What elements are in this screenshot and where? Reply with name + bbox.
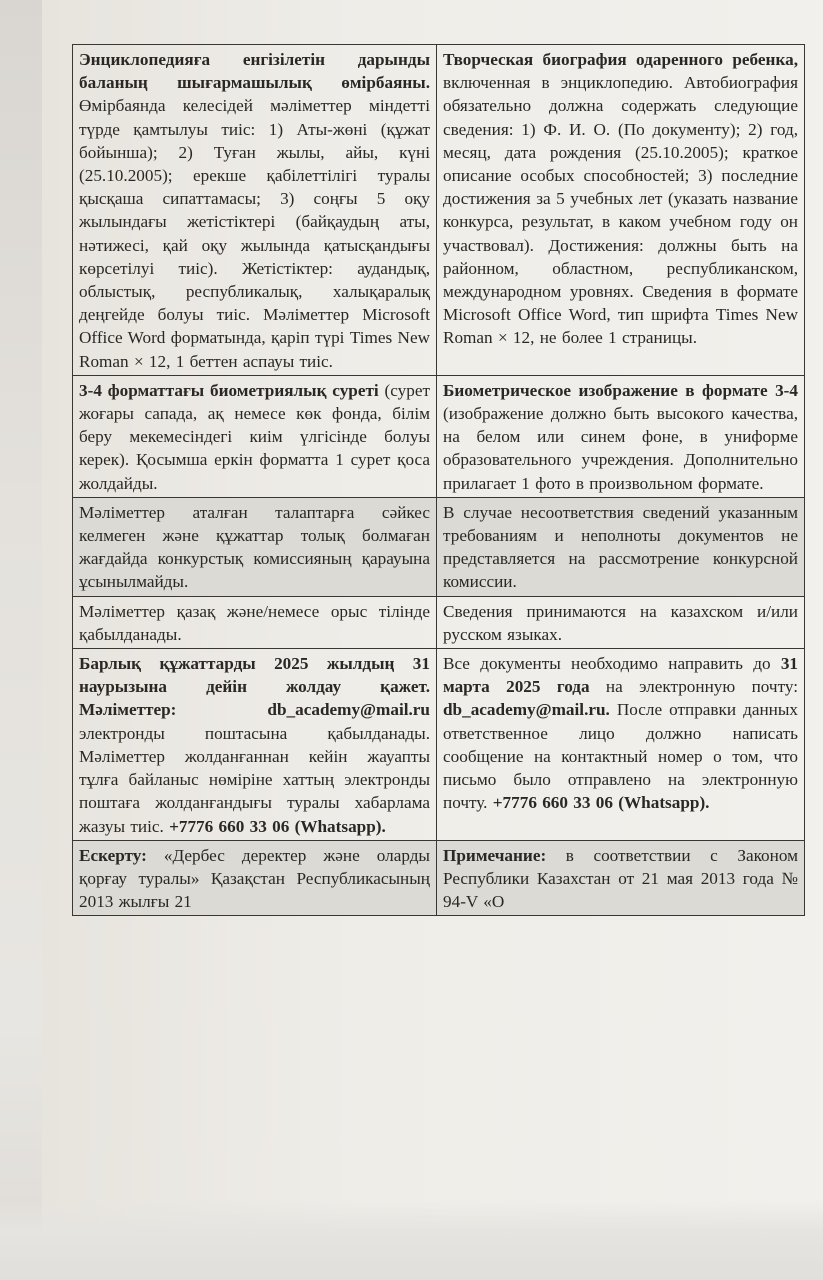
cell-kz-languages [73,596,437,648]
table-row-languages [73,596,805,648]
ru-photo-text: (изображение должно быть высокого качества, на белом или синем фоне, в униформе образовательного учреждения. Дополнительно прилагает 1 фото в произвольном формате. [443,404,798,493]
cell-ru-noncompliance [437,497,805,596]
kz-noncompliance-text: Мәліметтер аталған талаптарға сәйкес келмеген және құжаттар толық болмаған жағдайда конкурстық комиссияның қарауына ұсынылмайды. [79,502,430,592]
kz-languages-text: Мәліметтер қазақ және/немесе орыс тілінде қабылданады. [79,601,430,644]
ru-submission-text-2: на электронную почту: [589,677,798,697]
table-row-noncompliance [73,497,805,596]
ru-submission-text-3: После отправки данных ответственное лицо должно написать сообщение на контактный номер о том, что письмо было отправлено на электронную почту. [443,700,798,813]
ru-note-title: Примечание: [443,845,547,865]
cell-kz-biography [73,45,437,376]
document-table [72,44,805,916]
kz-photo-text: (сурет жоғары сапада, ақ немесе көк фонда, білім беру мекемесіндегі киім үлгісінде болуы керек). Қосымша еркін форматта 1 сурет қоса жолдайды. [79,380,430,493]
page-bottom-background [0,1200,823,1280]
table-row-biography [73,45,805,376]
cell-kz-note [73,840,437,916]
ru-noncompliance-text: В случае несоответствия сведений указанным требованиям и неполноты документов не представляется на рассмотрение конкурсной комиссии. [443,502,798,592]
cell-kz-photo [73,375,437,497]
kz-biography-text: Өмірбаянда келесідей мәліметтер міндетті түрде қамтылуы тиіс: 1) Аты-жөні (құжат бойынша); 2) Туған жылы, айы, күні (25.10.2005); ерекше қабілеттілігі туралы қысқаша сипаттамасы; 3) соңғы 5 оқу жылындағы жетістіктері (байқаудың аты, нәтижесі, қай оқу жылында қатысқандығы көрсетілуі тиіс). Жетістіктер: аудандық, облыстық, республикалық, халықаралық деңгейде болуы тиіс. Мәліметтер Microsoft Office Word форматында, қаріп түрі Times New Roman × 12, 1 беттен аспауы тиіс. [79,96,430,371]
cell-ru-photo [437,375,805,497]
cell-kz-submission [73,649,437,841]
cell-ru-biography [437,45,805,376]
ru-contact-phone: +7776 660 33 06 (Whatsapp). [492,793,710,813]
table-row-submission [73,649,805,841]
cell-ru-languages [437,596,805,648]
ru-languages-text: Сведения принимаются на казахском и/или русском языках. [443,601,798,644]
kz-contact-phone: +7776 660 33 06 (Whatsapp). [169,816,386,836]
ru-note-text: в соответствии с Законом Республики Казахстан от 21 мая 2013 года № 94-V «О [443,845,798,912]
kz-photo-title: 3-4 форматтағы биометриялық суреті [79,380,379,400]
ru-email-address: db_academy@mail.ru. [443,700,610,720]
ru-biography-text: включенная в энциклопедию. Автобиография обязательно должна содержать следующие сведения: 1) Ф. И. О. (По документу); 2) год, месяц, дата рождения (25.10.2005); краткое описание особых способностей; 3) последние достижения за 5 учебных лет (указать название конкурса, результат, в каком учебном году он участвовал). Достижения: должны быть на районном, областном, республиканском, международном уровнях. Сведения в формате Microsoft Office Word, тип шрифта Times New Roman × 12, не более 1 страницы. [443,73,798,348]
ru-photo-title: Биометрическое изображение в формате 3-4 [443,380,798,400]
kz-submission-text: электронды поштасына қабылданады. Мәліметтер жолданғаннан кейін жауапты тұлға байланыс нөміріне хаттың электронды поштаға жолданғандығы туралы хабарлама жазуы тиіс. [79,723,430,836]
kz-note-title: Ескерту: [79,845,147,865]
cell-kz-noncompliance [73,497,437,596]
cell-ru-submission [437,649,805,841]
ru-submission-text-1: Все документы необходимо направить до [443,654,781,674]
kz-note-text: «Дербес деректер және оларды қорғау туралы» Қазақстан Республикасының 2013 жылғы 21 [79,845,430,912]
table-row-photo [73,375,805,497]
cell-ru-note [437,840,805,916]
kz-deadline-email: Барлық құжаттарды 2025 жылдың 31 наурызына дейін жолдау қажет. Мәліметтер: db_academy@mail.ru [79,654,430,720]
table-row-note [73,840,805,916]
ru-biography-title: Творческая биография одаренного ребенка, [443,50,798,69]
kz-biography-title: Энциклопедияға енгізілетін дарынды баланың шығармашылық өмірбаяны. [79,50,430,93]
ru-deadline-date: 31 марта 2025 года [443,654,798,697]
